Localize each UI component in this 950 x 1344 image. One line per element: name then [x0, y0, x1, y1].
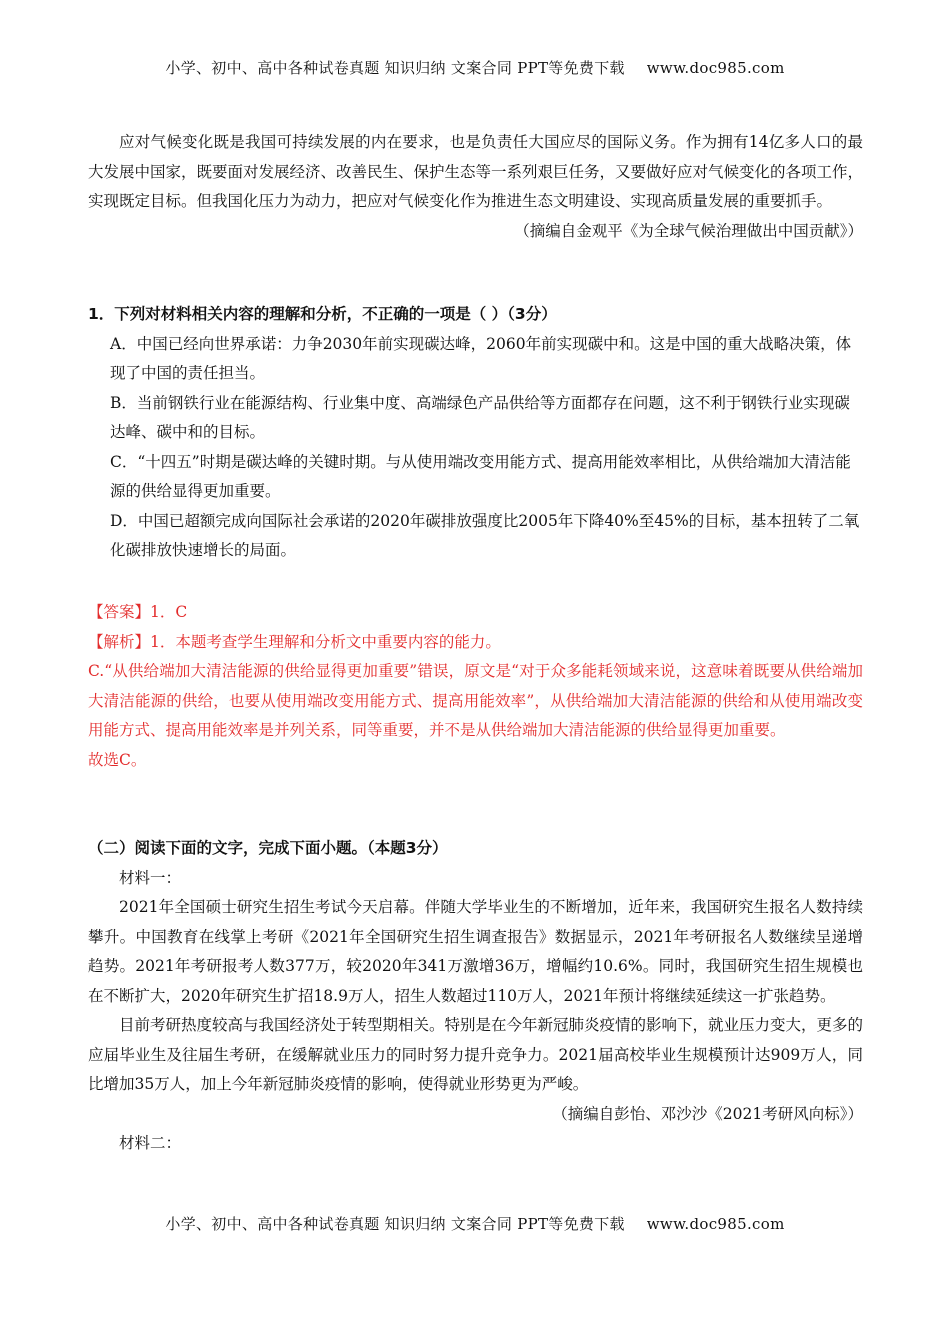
option-b: B．当前钢铁行业在能源结构、行业集中度、高端绿色产品供给等方面都存在问题，这不利于钢铁行业实现碳达峰、碳中和的目标。	[110, 393, 850, 441]
passage-paragraph: 应对气候变化既是我国可持续发展的内在要求，也是负责任大国应尽的国际义务。作为拥有14亿多人口的最大发展中国家，既要面对发展经济、改善民生、保护生态等一系列艰巨任务，又要做好应对气候变化的各项工作，实现既定目标。但我国化压力为动力，把应对气候变化作为推进生态文明建设、实现高质量发展的重要抓手。	[88, 133, 864, 210]
option-d: D．中国已超额完成向国际社会承诺的2020年碳排放强度比2005年下降40%至45%的目标，基本扭转了二氧化碳排放快速增长的局面。	[110, 511, 860, 559]
section-two	[88, 834, 863, 1159]
footer-text: 小学、初中、高中各种试卷真题 知识归纳 文案合同 PPT等免费下载	[165, 1215, 625, 1233]
option-a: A．中国已经向世界承诺：力争2030年前实现碳达峰，2060年前实现碳中和。这是中国的重大战略决策，体现了中国的责任担当。	[110, 334, 852, 382]
page-header	[0, 57, 950, 78]
header-site-link[interactable]: www.doc985.com	[646, 59, 785, 77]
answer-line: 【答案】1．C	[88, 603, 188, 621]
material-one-label: 材料一：	[119, 868, 182, 887]
analysis-intro: 【解析】1．本题考查学生理解和分析文中重要内容的能力。	[88, 632, 501, 651]
header-text: 小学、初中、高中各种试卷真题 知识归纳 文案合同 PPT等免费下载	[165, 59, 625, 77]
material-two-label: 材料二：	[119, 1134, 182, 1152]
passage-source: （摘编自金观平《为全球气候治理做出中国贡献》）	[514, 221, 863, 240]
page-footer	[0, 1213, 950, 1234]
question-one	[88, 300, 863, 566]
analysis-body: C.“从供给端加大清洁能源的供给显得更加重要”错误，原文是“对于众多能耗领域来说，这意味着既要从供给端加大清洁能源的供给，也要从使用端改变用能方式、提高用能效率”，从供给端加大清洁能源的供给和从使用端改变用能方式、提高用能效率是并列关系，同等重要，并不是从供给端加大清洁能源的供给显得更加重要。	[88, 662, 863, 739]
material-source: （摘编自彭怡、邓沙沙《2021考研风向标》）	[552, 1104, 863, 1123]
section-heading: （二）阅读下面的文字，完成下面小题。（本题3分）	[88, 839, 448, 857]
material-paragraph-1: 2021年全国硕士研究生招生考试今天启幕。伴随大学毕业生的不断增加，近年来，我国研究生报名人数持续攀升。中国教育在线掌上考研《2021年全国研究生招生调查报告》数据显示，2021年考研报名人数继续呈递增趋势。2021年考研报考人数377万，较2020年341万激增36万，增幅约10.6%。同时，我国研究生招生规模也在不断扩大，2020年研究生扩招18.9万人，招生人数超过110万人，2021年预计将继续延续这一扩张趋势。	[88, 898, 863, 1005]
footer-site-link[interactable]: www.doc985.com	[646, 1215, 785, 1233]
material-paragraph-2: 目前考研热度较高与我国经济处于转型期相关。特别是在今年新冠肺炎疫情的影响下，就业压力变大，更多的应届毕业生及往届生考研，在缓解就业压力的同时努力提升竞争力。2021届高校毕业生规模预计达909万人，同比增加35万人，加上今年新冠肺炎疫情的影响，使得就业形势更为严峻。	[88, 1016, 864, 1093]
answer-section	[88, 598, 863, 775]
option-c: C．“十四五”时期是碳达峰的关键时期。与从使用端改变用能方式、提高用能效率相比，从供给端加大清洁能源的供给显得更加重要。	[110, 452, 851, 500]
analysis-conclusion: 故选C。	[88, 750, 147, 769]
question-stem: 1．下列对材料相关内容的理解和分析，不正确的一项是（ ）（3分）	[88, 305, 557, 323]
passage-one	[88, 128, 863, 246]
